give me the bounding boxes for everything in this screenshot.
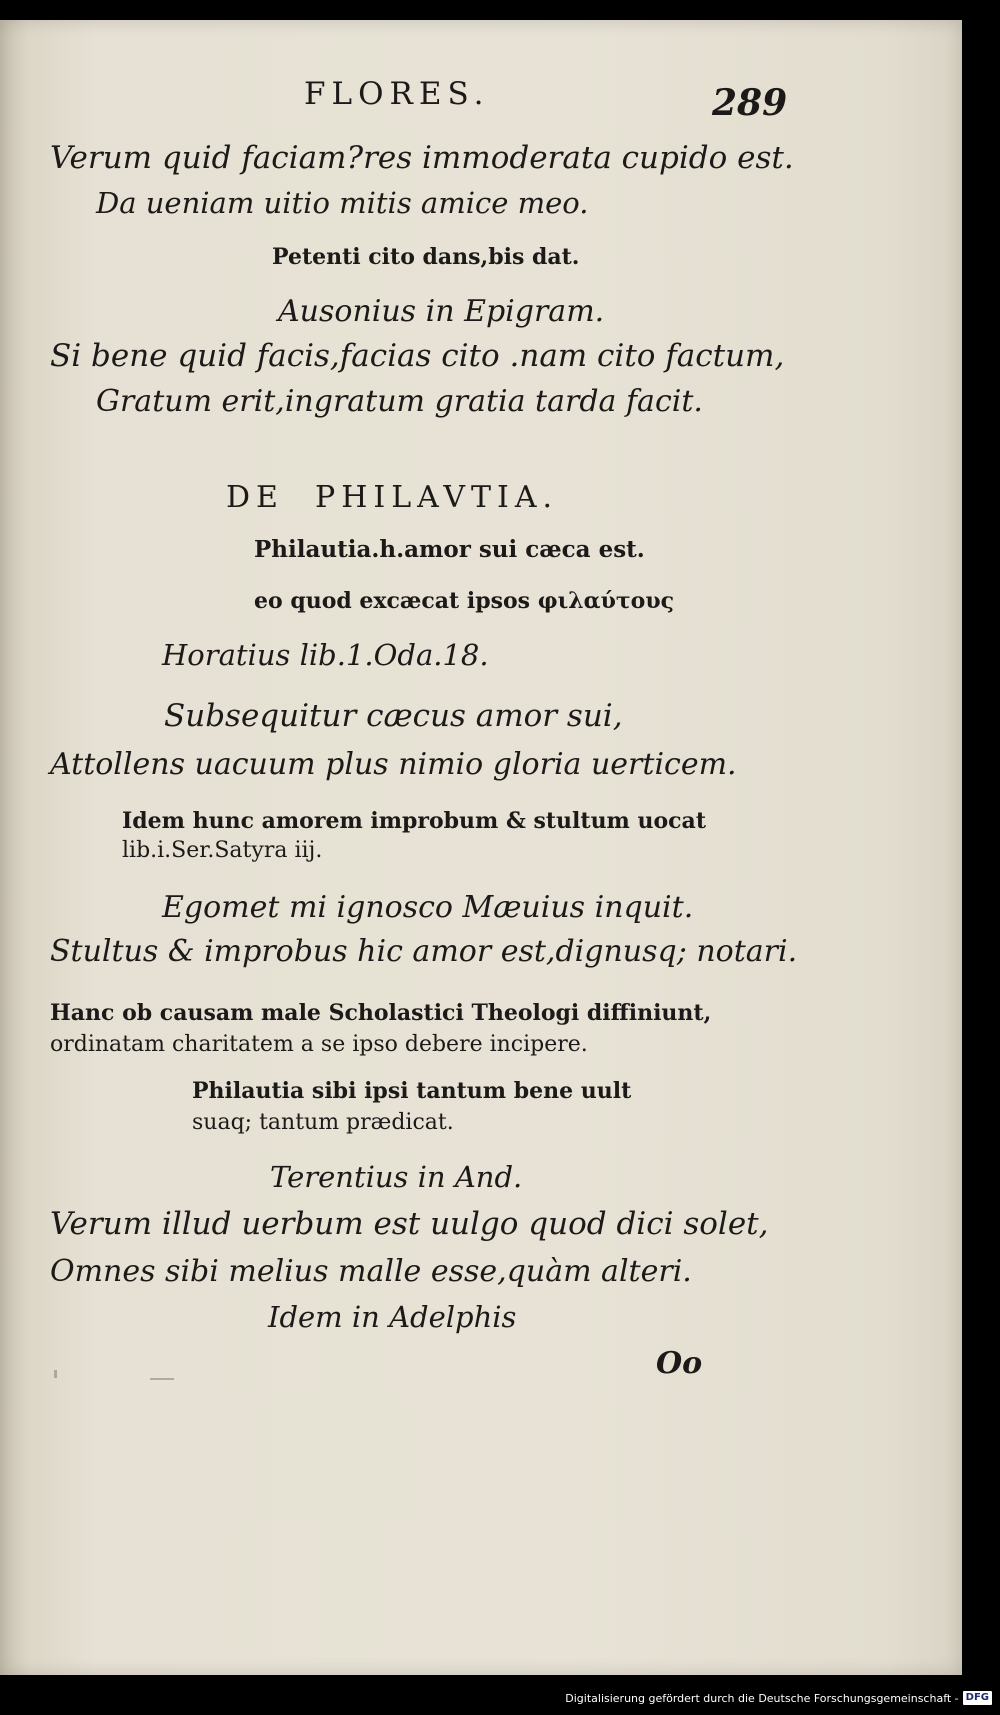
verse-line: Verum illud uerbum est uulgo quod dici solet, bbox=[50, 1206, 769, 1242]
prose-line: eo quod excæcat ipsos φιλαύτους bbox=[254, 588, 675, 614]
book-page bbox=[0, 20, 962, 1675]
source-heading: Idem in Adelphis bbox=[268, 1300, 517, 1334]
prose-line: Philautia sibi ipsi tantum bene uult bbox=[192, 1078, 632, 1104]
digitization-credit bbox=[565, 1687, 992, 1709]
verse-line: Omnes sibi melius malle esse,quàm alteri. bbox=[50, 1254, 692, 1289]
verse-line: Verum quid faciam?res immoderata cupido est. bbox=[50, 140, 794, 176]
verse-line: Da ueniam uitio mitis amice meo. bbox=[96, 186, 589, 220]
paper-blemish bbox=[150, 1378, 174, 1380]
prose-line: Idem hunc amorem improbum & stultum uocat bbox=[122, 808, 706, 834]
prose-line: lib.i.Ser.Satyra iij. bbox=[122, 838, 323, 863]
prose-line: ordinatam charitatem a se ipso debere incipere. bbox=[50, 1032, 588, 1057]
verse-line: Si bene quid facis,facias cito .nam cito factum, bbox=[50, 338, 785, 374]
prose-line: Philautia.h.amor sui cæca est. bbox=[254, 536, 645, 563]
credit-text: Digitalisierung gefördert durch die Deutsche Forschungsgemeinschaft - bbox=[565, 1691, 959, 1705]
running-title: FLORES. bbox=[304, 76, 490, 112]
verse-line: Egomet mi ignosco Mæuius inquit. bbox=[162, 890, 694, 925]
catchword: Oo bbox=[656, 1346, 703, 1381]
verse-line: Stultus & improbus hic amor est,dignusq; notari. bbox=[50, 934, 798, 969]
paper-blemish bbox=[54, 1370, 57, 1378]
verse-line: Attollens uacuum plus nimio gloria uerticem. bbox=[50, 747, 737, 782]
prose-line: suaq; tantum prædicat. bbox=[192, 1110, 454, 1135]
prose-line: Hanc ob causam male Scholastici Theologi diffiniunt, bbox=[50, 1000, 712, 1026]
source-heading: Horatius lib.1.Oda.18. bbox=[162, 638, 489, 672]
verse-line: Subsequitur cæcus amor sui, bbox=[164, 698, 623, 734]
verse-line: Gratum erit,ingratum gratia tarda facit. bbox=[96, 384, 703, 419]
section-heading: DE PHILAVTIA. bbox=[226, 480, 559, 515]
dfg-logo-icon: DFG bbox=[963, 1691, 992, 1705]
page-number: 289 bbox=[712, 82, 788, 124]
source-heading: Terentius in And. bbox=[270, 1160, 523, 1194]
source-heading: Ausonius in Epigram. bbox=[278, 294, 605, 329]
proverb-line: Petenti cito dans,bis dat. bbox=[272, 244, 580, 270]
